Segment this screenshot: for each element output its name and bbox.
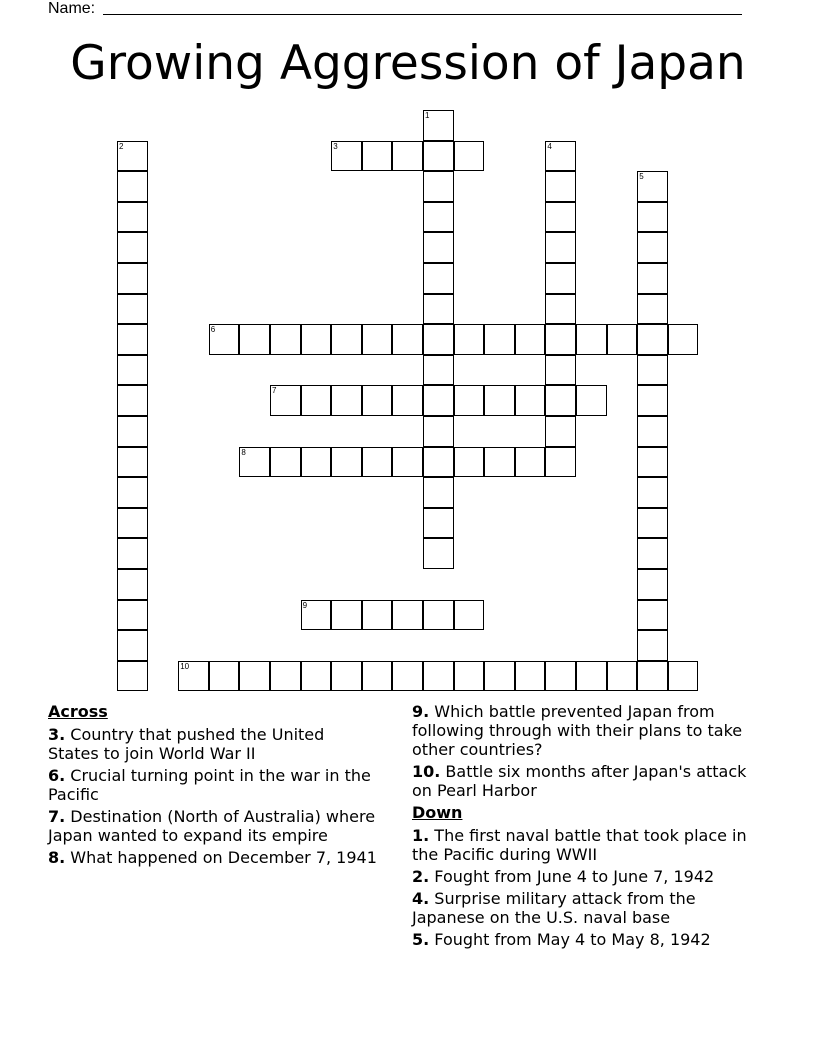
clue-text: Fought from May 4 to May 8, 1942 <box>429 930 711 949</box>
crossword-cell[interactable] <box>454 385 485 416</box>
crossword-cell[interactable] <box>637 508 668 539</box>
clue-number: 10. <box>412 762 441 781</box>
clue-number-label: 3 <box>333 141 338 151</box>
clue-number-label: 9 <box>302 600 308 610</box>
clue-across-6 <box>48 766 378 804</box>
crossword-cell[interactable] <box>117 508 148 539</box>
crossword-cell[interactable] <box>423 324 454 355</box>
clues-column-right <box>412 702 757 952</box>
crossword-cell[interactable] <box>331 661 362 692</box>
clue-number: 3. <box>48 725 66 744</box>
crossword-cell[interactable] <box>423 232 454 263</box>
clue-text: Country that pushed the United States to join World War II <box>48 725 325 763</box>
crossword-cell[interactable] <box>270 324 301 355</box>
crossword-cell[interactable] <box>392 661 423 692</box>
crossword-cell[interactable] <box>362 447 393 478</box>
crossword-cell[interactable] <box>637 569 668 600</box>
crossword-cell[interactable] <box>637 385 668 416</box>
crossword-cell[interactable] <box>423 661 454 692</box>
crossword-cell[interactable] <box>637 202 668 233</box>
crossword-cell[interactable] <box>270 447 301 478</box>
crossword-cell[interactable] <box>576 385 607 416</box>
crossword-cell[interactable] <box>607 324 638 355</box>
crossword-cell[interactable] <box>178 661 209 692</box>
crossword-cell[interactable] <box>117 630 148 661</box>
crossword-cell[interactable] <box>637 661 668 692</box>
crossword-cell[interactable] <box>454 661 485 692</box>
crossword-cell[interactable] <box>117 385 148 416</box>
crossword-cell[interactable] <box>515 661 546 692</box>
crossword-cell[interactable] <box>607 661 638 692</box>
clue-across-3 <box>48 725 378 763</box>
crossword-cell[interactable] <box>545 294 576 325</box>
crossword-cell[interactable] <box>117 171 148 202</box>
crossword-cell[interactable] <box>576 661 607 692</box>
crossword-cell[interactable] <box>117 600 148 631</box>
crossword-cell[interactable] <box>484 447 515 478</box>
crossword-cell[interactable] <box>117 447 148 478</box>
crossword-cell[interactable] <box>454 447 485 478</box>
clue-down-4 <box>412 889 757 927</box>
crossword-cell[interactable] <box>301 447 332 478</box>
clue-number-label: 5 <box>639 172 644 182</box>
crossword-cell[interactable] <box>117 416 148 447</box>
crossword-cell[interactable] <box>545 232 576 263</box>
crossword-cell[interactable] <box>423 416 454 447</box>
crossword-cell[interactable] <box>637 355 668 386</box>
crossword-cell[interactable] <box>423 600 454 631</box>
crossword-cell[interactable] <box>637 600 668 631</box>
crossword-cell[interactable] <box>423 355 454 386</box>
crossword-cell[interactable] <box>484 661 515 692</box>
crossword-cell[interactable] <box>392 324 423 355</box>
crossword-cell[interactable] <box>515 324 546 355</box>
clue-number-label: 8 <box>241 447 246 457</box>
crossword-cell[interactable] <box>117 538 148 569</box>
crossword-cell[interactable] <box>239 447 270 478</box>
clue-text: Battle six months after Japan's attack on Pearl Harbor <box>412 762 747 800</box>
crossword-cell[interactable] <box>392 385 423 416</box>
clue-number: 8. <box>48 848 66 867</box>
crossword-cell[interactable] <box>209 661 240 692</box>
crossword-cell[interactable] <box>637 416 668 447</box>
crossword-cell[interactable] <box>637 630 668 661</box>
crossword-cell[interactable] <box>270 385 301 416</box>
clue-down-2 <box>412 867 757 886</box>
clue-number-label: 7 <box>272 386 277 396</box>
clue-text: Destination (North of Australia) where Japan wanted to expand its empire <box>48 807 376 845</box>
crossword-cell[interactable] <box>545 171 576 202</box>
crossword-cell[interactable] <box>362 600 393 631</box>
clue-number-label: 10 <box>180 661 190 671</box>
crossword-cell[interactable] <box>484 324 515 355</box>
clue-across-8 <box>48 848 378 867</box>
crossword-cell[interactable] <box>423 110 454 141</box>
crossword-cell[interactable] <box>545 263 576 294</box>
clue-down-5 <box>412 930 757 949</box>
crossword-cell[interactable] <box>545 416 576 447</box>
clue-number-label: 4 <box>547 141 552 151</box>
crossword-cell[interactable] <box>423 294 454 325</box>
crossword-cell[interactable] <box>454 324 485 355</box>
clue-number: 4. <box>412 889 430 908</box>
clue-text: What happened on December 7, 1941 <box>65 848 377 867</box>
crossword-cell[interactable] <box>454 141 485 172</box>
crossword-cell[interactable] <box>515 385 546 416</box>
crossword-cell[interactable] <box>117 569 148 600</box>
crossword-cell[interactable] <box>637 477 668 508</box>
crossword-cell[interactable] <box>423 447 454 478</box>
crossword-cell[interactable] <box>331 141 362 172</box>
crossword-cell[interactable] <box>362 324 393 355</box>
crossword-cell[interactable] <box>331 385 362 416</box>
crossword-cell[interactable] <box>301 600 332 631</box>
clue-number: 5. <box>412 930 430 949</box>
crossword-cell[interactable] <box>270 661 301 692</box>
crossword-cell[interactable] <box>117 232 148 263</box>
crossword-cell[interactable] <box>117 661 148 692</box>
crossword-cell[interactable] <box>362 141 393 172</box>
crossword-cell[interactable] <box>668 661 699 692</box>
crossword-cell[interactable] <box>117 324 148 355</box>
crossword-cell[interactable] <box>239 324 270 355</box>
crossword-cell[interactable] <box>637 171 668 202</box>
crossword-cell[interactable] <box>392 600 423 631</box>
clue-number-label: 1 <box>425 111 430 120</box>
crossword-cell[interactable] <box>392 141 423 172</box>
name-blank-line[interactable] <box>103 14 742 15</box>
clue-across-9 <box>412 702 757 759</box>
crossword-cell[interactable] <box>515 447 546 478</box>
clue-number: 6. <box>48 766 66 785</box>
crossword-cell[interactable] <box>362 661 393 692</box>
crossword-cell[interactable] <box>239 661 270 692</box>
clue-across-7 <box>48 807 378 845</box>
crossword-cell[interactable] <box>301 661 332 692</box>
crossword-cell[interactable] <box>423 171 454 202</box>
crossword-cell[interactable] <box>301 385 332 416</box>
clue-text: Fought from June 4 to June 7, 1942 <box>429 867 715 886</box>
crossword-cell[interactable] <box>423 477 454 508</box>
crossword-cell[interactable] <box>117 202 148 233</box>
crossword-cell[interactable] <box>668 324 699 355</box>
crossword-cell[interactable] <box>301 324 332 355</box>
clue-text: The first naval battle that took place in the Pacific during WWII <box>412 826 747 864</box>
crossword-cell[interactable] <box>545 141 576 172</box>
crossword-cell[interactable] <box>637 447 668 478</box>
crossword-cell[interactable] <box>423 538 454 569</box>
clue-number-label: 6 <box>210 325 216 335</box>
clue-number: 7. <box>48 807 66 826</box>
down-heading: Down <box>412 803 463 822</box>
crossword-cell[interactable] <box>637 294 668 325</box>
clue-text: Crucial turning point in the war in the Pacific <box>48 766 371 804</box>
crossword-cell[interactable] <box>117 263 148 294</box>
crossword-cell[interactable] <box>576 324 607 355</box>
crossword-cell[interactable] <box>117 477 148 508</box>
crossword-cell[interactable] <box>423 263 454 294</box>
crossword-cell[interactable] <box>362 385 393 416</box>
crossword-cell[interactable] <box>545 447 576 478</box>
crossword-cell[interactable] <box>484 385 515 416</box>
crossword-cell[interactable] <box>392 447 423 478</box>
crossword-cell[interactable] <box>545 385 576 416</box>
clue-down-1 <box>412 826 757 864</box>
name-label: Name: <box>48 0 96 17</box>
crossword-cell[interactable] <box>637 538 668 569</box>
crossword-cell[interactable] <box>331 324 362 355</box>
crossword-cell[interactable] <box>545 202 576 233</box>
crossword-cell[interactable] <box>117 294 148 325</box>
crossword-cell[interactable] <box>545 355 576 386</box>
clue-across-10 <box>412 762 757 800</box>
clue-number: 9. <box>412 702 430 721</box>
crossword-cell[interactable] <box>637 324 668 355</box>
clue-number-label: 2 <box>119 141 124 151</box>
crossword-cell[interactable] <box>423 141 454 172</box>
crossword-cell[interactable] <box>423 385 454 416</box>
crossword-cell[interactable] <box>331 600 362 631</box>
crossword-cell[interactable] <box>209 324 240 355</box>
crossword-cell[interactable] <box>331 447 362 478</box>
crossword-cell[interactable] <box>545 324 576 355</box>
crossword-cell[interactable] <box>637 263 668 294</box>
crossword-cell[interactable] <box>454 600 485 631</box>
crossword-cell[interactable] <box>117 355 148 386</box>
crossword-cell[interactable] <box>117 141 148 172</box>
clue-number: 2. <box>412 867 430 886</box>
crossword-cell[interactable] <box>545 661 576 692</box>
crossword-cell[interactable] <box>637 232 668 263</box>
clue-text: Which battle prevented Japan from following through with their plans to take other countries? <box>412 702 743 759</box>
crossword-cell[interactable] <box>423 508 454 539</box>
across-heading: Across <box>48 702 108 721</box>
clues-column-left <box>48 702 378 870</box>
clue-text: Surprise military attack from the Japanese on the U.S. naval base <box>412 889 696 927</box>
page-title: Growing Aggression of Japan <box>70 36 746 91</box>
crossword-cell[interactable] <box>423 202 454 233</box>
clue-number: 1. <box>412 826 430 845</box>
